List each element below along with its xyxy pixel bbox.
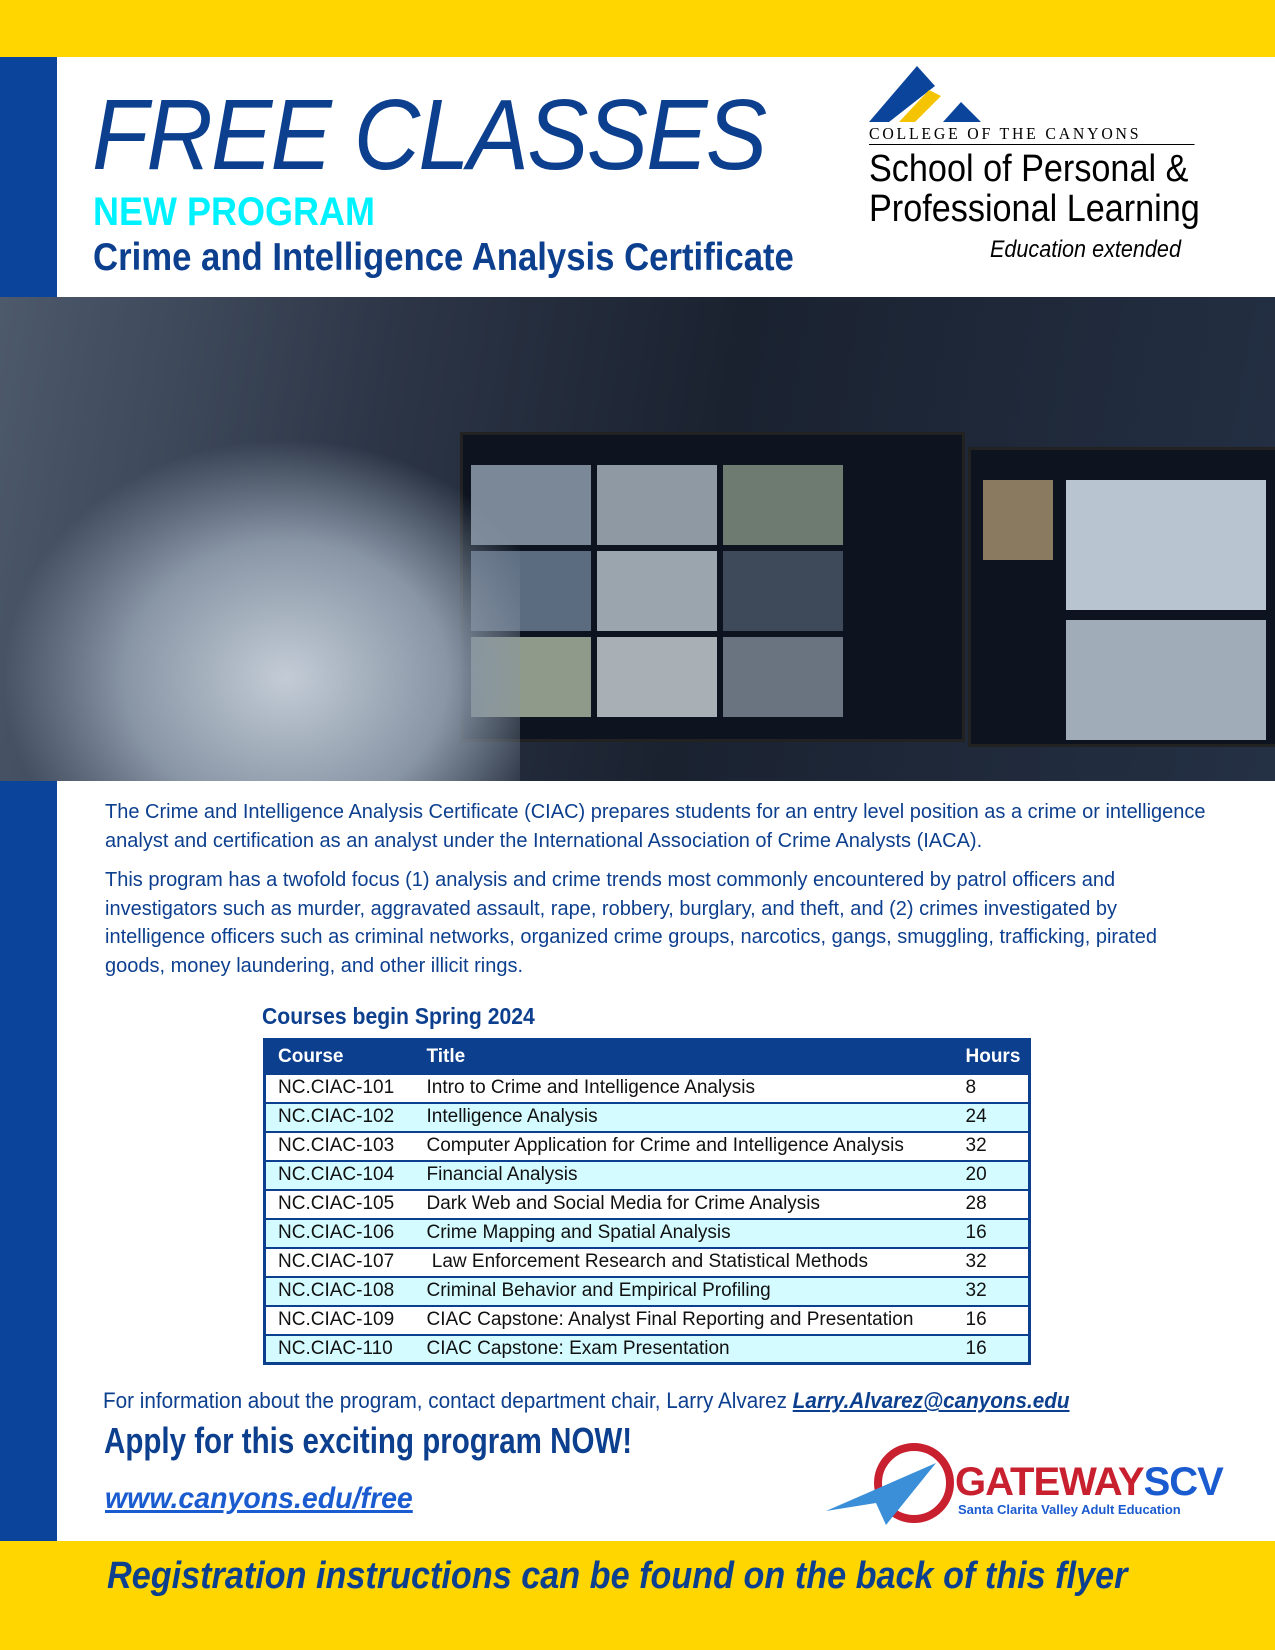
intro-paragraph: The Crime and Intelligence Analysis Certificate (CIAC) prepares students for an entry level position as a crime or intelligence analyst and certification as an analyst under the International Association of Crime Analysts (IACA). — [105, 801, 1206, 852]
table-row — [265, 1306, 1030, 1335]
focus-paragraph: This program has a twofold focus (1) analysis and crime trends most commonly encountered by patrol officers and investigators such as murder, aggravated assault, rape, robbery, burglary, and theft, and (2) crimes investigated by intelligence officers such as criminal networks, organized crime groups, narcotics, gangs, smuggling, trafficking, pirated goods, money laundering, and other illicit rings. — [105, 869, 1157, 977]
logo-tagline: Education extended — [990, 236, 1181, 263]
table-row — [265, 1190, 1030, 1219]
cell-title: Computer Application for Crime and Intelligence Analysis — [415, 1132, 960, 1161]
registration-note: Registration instructions can be found on the back of this flyer — [107, 1555, 1128, 1597]
gateway-name — [955, 1460, 1223, 1505]
contact-email-link[interactable]: Larry.Alvarez@canyons.edu — [792, 1388, 1070, 1413]
courses-table — [263, 1038, 1031, 1365]
cell-title: Financial Analysis — [415, 1161, 960, 1190]
cell-course: NC.CIAC-103 — [265, 1132, 415, 1161]
cell-hours: 28 — [960, 1190, 1030, 1219]
cell-hours: 20 — [960, 1161, 1030, 1190]
table-row — [265, 1132, 1030, 1161]
analyst-figure — [0, 437, 520, 781]
college-name: COLLEGE OF THE CANYONS — [869, 124, 1195, 145]
cell-title: Crime Mapping and Spatial Analysis — [415, 1219, 960, 1248]
table-row — [265, 1248, 1030, 1277]
website-link[interactable]: www.canyons.edu/free — [105, 1482, 413, 1515]
cell-hours: 32 — [960, 1248, 1030, 1277]
contact-info — [103, 1388, 1070, 1414]
left-blue-bar — [0, 57, 57, 1541]
gateway-name-a: GATEWAY — [955, 1460, 1144, 1504]
cell-course: NC.CIAC-102 — [265, 1103, 415, 1132]
cell-title: Intro to Crime and Intelligence Analysis — [415, 1074, 960, 1103]
monitor-left — [460, 432, 965, 742]
cell-course: NC.CIAC-104 — [265, 1161, 415, 1190]
table-row — [265, 1219, 1030, 1248]
top-yellow-band — [0, 0, 1275, 57]
column-header-title: Title — [415, 1040, 960, 1074]
cell-hours: 24 — [960, 1103, 1030, 1132]
cell-title: Dark Web and Social Media for Crime Analysis — [415, 1190, 960, 1219]
cell-hours: 32 — [960, 1132, 1030, 1161]
school-name-line2: Professional Learning — [869, 188, 1200, 230]
cell-title: Criminal Behavior and Empirical Profiling — [415, 1277, 960, 1306]
cell-course: NC.CIAC-108 — [265, 1277, 415, 1306]
gateway-subtitle: Santa Clarita Valley Adult Education — [958, 1502, 1181, 1517]
table-row — [265, 1074, 1030, 1103]
cell-hours: 16 — [960, 1219, 1030, 1248]
column-header-course: Course — [265, 1040, 415, 1074]
courses-heading: Courses begin Spring 2024 — [262, 1003, 535, 1029]
page-title: FREE CLASSES — [92, 79, 766, 191]
new-program-label: NEW PROGRAM — [93, 190, 375, 234]
table-row — [265, 1335, 1030, 1364]
cell-hours: 16 — [960, 1306, 1030, 1335]
cell-course: NC.CIAC-106 — [265, 1219, 415, 1248]
cell-title: CIAC Capstone: Analyst Final Reporting and Presentation — [415, 1306, 960, 1335]
certificate-title: Crime and Intelligence Analysis Certificate — [93, 236, 794, 279]
cell-course: NC.CIAC-109 — [265, 1306, 415, 1335]
gateway-name-b: SCV — [1143, 1460, 1223, 1504]
table-header-row — [265, 1040, 1030, 1074]
cell-course: NC.CIAC-110 — [265, 1335, 415, 1364]
table-row — [265, 1161, 1030, 1190]
cell-course: NC.CIAC-107 — [265, 1248, 415, 1277]
monitor-right — [968, 447, 1275, 747]
hero-photo-analyst-monitors — [0, 297, 1275, 781]
apply-callout: Apply for this exciting program NOW! — [104, 1420, 633, 1461]
college-logo-icon — [869, 66, 989, 124]
cell-hours: 16 — [960, 1335, 1030, 1364]
cell-hours: 32 — [960, 1277, 1030, 1306]
cell-title: Intelligence Analysis — [415, 1103, 960, 1132]
table-row — [265, 1277, 1030, 1306]
cell-hours: 8 — [960, 1074, 1030, 1103]
column-header-hours: Hours — [960, 1040, 1030, 1074]
cell-title: Law Enforcement Research and Statistical Methods — [415, 1248, 960, 1277]
cell-course: NC.CIAC-101 — [265, 1074, 415, 1103]
cell-title: CIAC Capstone: Exam Presentation — [415, 1335, 960, 1364]
contact-text: For information about the program, contact department chair, Larry Alvarez — [103, 1388, 793, 1413]
school-name-line1: School of Personal & — [869, 148, 1189, 190]
cell-course: NC.CIAC-105 — [265, 1190, 415, 1219]
table-row — [265, 1103, 1030, 1132]
